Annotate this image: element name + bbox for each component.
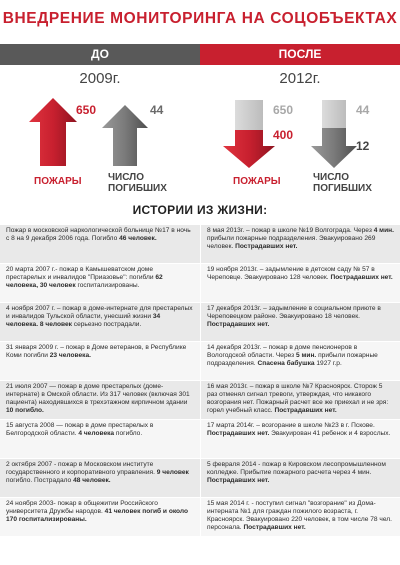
story-highlight: 41 человек погиб и около 170 госпитализированы. <box>6 508 189 524</box>
story-highlight: Пострадавших нет. <box>243 524 306 532</box>
story-text: 4 ноября 2007 г. – пожар в доме-интернате для престарелых и инвалидов Тульской области, унесший жизни <box>6 305 193 321</box>
story-text: 31 января 2009 г. – пожар в Доме ветеранов, в Республике Коми погибли <box>6 344 187 360</box>
story-text: 2 октября 2007 - пожар в Московском институте государственного и корпоративного управления. <box>6 461 157 477</box>
story-highlight: 9 человек <box>156 469 189 477</box>
story-text: 24 ноября 2003- пожар в общежитии Российского университета Дружбы народов. <box>6 500 158 516</box>
before-deaths-count: 44 <box>150 103 164 117</box>
after-year: 2012г. <box>279 70 321 87</box>
story-text: 17 марта 2014г. – возгорание в школе №23 в г. Пскове. <box>207 422 375 429</box>
before-fires-label: ПОЖАРЫ <box>34 176 82 187</box>
after-story-cell <box>200 381 400 419</box>
fires-previous-level-icon <box>235 100 263 132</box>
page-title: ВНЕДРЕНИЕ МОНИТОРИНГА НА СОЦОБЪЕКТАХ <box>2 10 398 27</box>
story-row <box>0 458 400 497</box>
fires-down-arrow-icon <box>223 130 275 168</box>
before-story-cell <box>0 381 200 419</box>
story-row <box>0 224 400 263</box>
story-highlight: 48 человек. <box>73 477 111 485</box>
before-deaths-label-1: ЧИСЛО <box>108 172 144 183</box>
before-story-cell <box>0 225 200 263</box>
story-highlight: Пострадавших нет. <box>207 430 270 438</box>
story-highlight: 34 человека. 8 человек <box>6 313 161 329</box>
story-highlight: 23 человека. <box>49 352 91 360</box>
story-text: госпитализированы. <box>75 282 140 290</box>
story-highlight: 62 человека, 30 человек <box>6 274 163 290</box>
after-story-cell <box>200 420 400 458</box>
story-text: прибыли пожарные подразделения. <box>207 352 378 368</box>
deaths-up-arrow-icon <box>102 105 148 166</box>
story-highlight: 46 человек. <box>119 235 157 243</box>
story-highlight: Пострадавших нет. <box>235 243 298 251</box>
after-story-cell <box>200 498 400 536</box>
story-text: 20 марта 2007 г.- пожар в Камышеватском доме престарелых и инвалидов "Приазовье": погибли <box>6 266 156 282</box>
story-row <box>0 341 400 380</box>
story-row <box>0 263 400 302</box>
story-text: 15 августа 2008 — пожар в доме престарелых в Белгородской области. <box>6 422 154 438</box>
after-deaths-count: 12 <box>356 139 370 153</box>
story-text: погибло. <box>114 430 143 438</box>
before-year: 2009г. <box>79 70 121 87</box>
story-text: 21 июля 2007 — пожар в доме престарелых (доме-интернате) в Омской области. Из 317 человек (включая 301 пациента) находившихся в трехэтажном кирпичном здании <box>6 383 190 407</box>
after-story-cell <box>200 459 400 497</box>
before-story-cell <box>0 342 200 380</box>
story-text: серьезно пострадали. <box>71 321 142 329</box>
story-highlight: Спасена бабушка <box>257 360 315 368</box>
after-story-cell <box>200 225 400 263</box>
story-text: 14 декабря 2013г. – пожар в доме пенсионеров в Вологодской области. Через <box>207 344 358 360</box>
before-story-cell <box>0 303 200 341</box>
story-highlight: Пострадавших нет. <box>330 274 393 282</box>
story-highlight: Пострадавших нет. <box>207 321 270 329</box>
story-row <box>0 419 400 458</box>
before-band: ДО <box>0 44 200 65</box>
deaths-previous-level-icon <box>322 100 346 128</box>
story-highlight: 5 мин. <box>296 352 317 360</box>
after-fires-count: 400 <box>273 128 294 142</box>
story-text: 17 декабря 2013г. – задымление в социальном приюте в Череповецком районе. Эвакуировано 18 человек. <box>207 305 381 321</box>
after-story-cell <box>200 342 400 380</box>
story-text: 15 мая 2014 г. - поступил сигнал "возгорание" из Дома-интерната №1 для граждан пожилого возраста, г. Красноярск. Эвакуировано 220 человек, в том числе 78 чел. персонала. <box>207 500 392 532</box>
after-fires-previous-count: 650 <box>273 103 294 117</box>
after-band: ПОСЛЕ <box>200 44 400 65</box>
story-highlight: 4 человека <box>78 430 115 438</box>
before-story-cell <box>0 264 200 302</box>
story-text: погибло. Пострадало <box>6 477 74 485</box>
story-text: Эвакуирован 41 ребенок и 4 взрослых. <box>269 430 391 438</box>
after-deaths-label-2: ПОГИБШИХ <box>313 183 372 194</box>
after-deaths-previous-count: 44 <box>356 103 370 117</box>
after-story-cell <box>200 264 400 302</box>
story-text: 1927 г.р. <box>314 360 342 368</box>
before-story-cell <box>0 459 200 497</box>
story-row <box>0 302 400 341</box>
after-deaths-label-1: ЧИСЛО <box>313 172 349 183</box>
story-highlight: Пострадавших нет. <box>207 477 270 485</box>
before-story-cell <box>0 498 200 536</box>
story-row <box>0 380 400 419</box>
story-highlight: 4 мин. <box>373 227 394 234</box>
before-deaths-label-2: ПОГИБШИХ <box>108 183 167 194</box>
before-story-cell <box>0 420 200 458</box>
deaths-down-arrow-icon <box>311 128 357 168</box>
story-text: Пожар в московской наркологической больнице №17 в ночь с 8 на 9 декабря 2006 года. Погибло <box>6 227 191 243</box>
after-fires-label: ПОЖАРЫ <box>233 176 281 187</box>
story-highlight: 10 погибло. <box>6 407 44 415</box>
story-highlight: Пострадавших нет. <box>274 407 337 415</box>
story-text: прибыли пожарные подразделения. Эвакуировано 269 человек. <box>207 235 376 251</box>
story-text: 5 февраля 2014 - пожар в Кировском лесопромышленном колледже. Прибытие пожарного расчета через 4 мин. <box>207 461 386 477</box>
fires-up-arrow-icon <box>29 98 77 166</box>
story-text: 16 мая 2013г. – пожар в школе №7 Красноярск. Сторож 5 раз отменял сигнал тревоги, утверждая, что никакого возгорания нет. Пожарный расчет все же приехал и не зря: горел учебный класс. <box>207 383 389 415</box>
before-fires-count: 650 <box>76 103 97 117</box>
stories-title: ИСТОРИИ ИЗ ЖИЗНИ: <box>132 203 268 217</box>
stories-table <box>0 224 400 536</box>
story-text: 8 мая 2013г. – пожар в школе №19 Волгограда. Через <box>207 227 374 234</box>
arrows-graphic <box>0 0 400 200</box>
story-row <box>0 497 400 536</box>
after-story-cell <box>200 303 400 341</box>
story-text: 19 ноября 2013г. – задымление в детском саду № 57 в Череповце. Эвакуировано 128 человек. <box>207 266 375 282</box>
